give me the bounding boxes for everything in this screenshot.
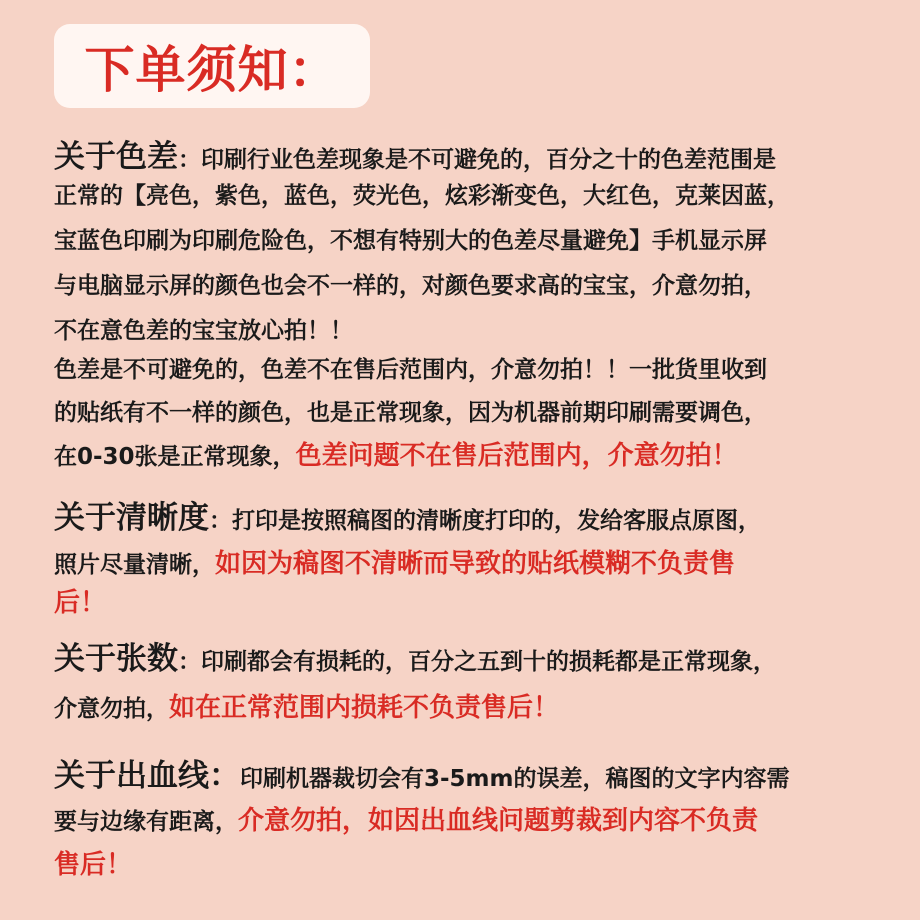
color-difference-section (54, 137, 889, 473)
color-line-1: 关于色差：印刷行业色差现象是不可避免的，百分之十的色差范围是 (54, 139, 776, 175)
bleed-line-3: 售后！ (54, 850, 133, 880)
color-line-5: 不在意色差的宝宝放心拍！！ (54, 318, 353, 344)
color-line-2: 正常的【亮色，紫色，蓝色，荧光色，炫彩渐变色，大红色，克莱因蓝， (54, 183, 790, 209)
color-line-6: 色差是不可避免的，色差不在售后范围内，介意勿拍！！一批货里收到 (54, 357, 767, 383)
bleed-line-1: 关于出血线：印刷机器裁切会有3-5mm的误差，稿图的文字内容需 (54, 758, 790, 794)
color-line-3: 宝蓝色印刷为印刷危险色，不想有特别大的色差尽量避免】手机显示屏 (54, 228, 767, 254)
title-banner (54, 24, 370, 108)
bleed-heading: 关于出血线： (54, 758, 240, 794)
bleed-warning: 介意勿拍，如因出血线问题剪裁到内容不负责 (238, 806, 759, 836)
color-line-8: 在0-30张是正常现象，色差问题不在售后范围内，介意勿拍！ (54, 441, 738, 471)
clarity-line-1: 关于清晰度：打印是按照稿图的清晰度打印的，发给客服点原图， (54, 500, 761, 536)
clarity-heading: 关于清晰度 (54, 500, 209, 536)
bleed-line-2: 要与边缘有距离，介意勿拍，如因出血线问题剪裁到内容不负责 (54, 806, 759, 836)
page-title: 下单须知： (84, 41, 340, 99)
bleed-line-section (54, 756, 889, 882)
clarity-line-2: 照片尽量清晰，如因为稿图不清晰而导致的贴纸模糊不负责售 (54, 549, 736, 579)
clarity-section (54, 498, 889, 620)
quantity-section (54, 639, 889, 725)
quantity-line-2: 介意勿拍，如在正常范围内损耗不负责售后！ (54, 693, 560, 723)
color-warning: 色差问题不在售后范围内，介意勿拍！ (295, 441, 738, 471)
color-line-4: 与电脑显示屏的颜色也会不一样的，对颜色要求高的宝宝，介意勿拍， (54, 273, 767, 299)
color-line-7: 的贴纸有不一样的颜色，也是正常现象，因为机器前期印刷需要调色， (54, 400, 767, 426)
clarity-line-3: 后！ (54, 588, 107, 618)
quantity-line-1: 关于张数：印刷都会有损耗的，百分之五到十的损耗都是正常现象， (54, 641, 776, 677)
clarity-warning: 如因为稿图不清晰而导致的贴纸模糊不负责售 (215, 549, 736, 579)
quantity-heading: 关于张数 (54, 641, 178, 677)
color-heading: 关于色差 (54, 139, 178, 175)
quantity-warning: 如在正常范围内损耗不负责售后！ (169, 693, 560, 723)
